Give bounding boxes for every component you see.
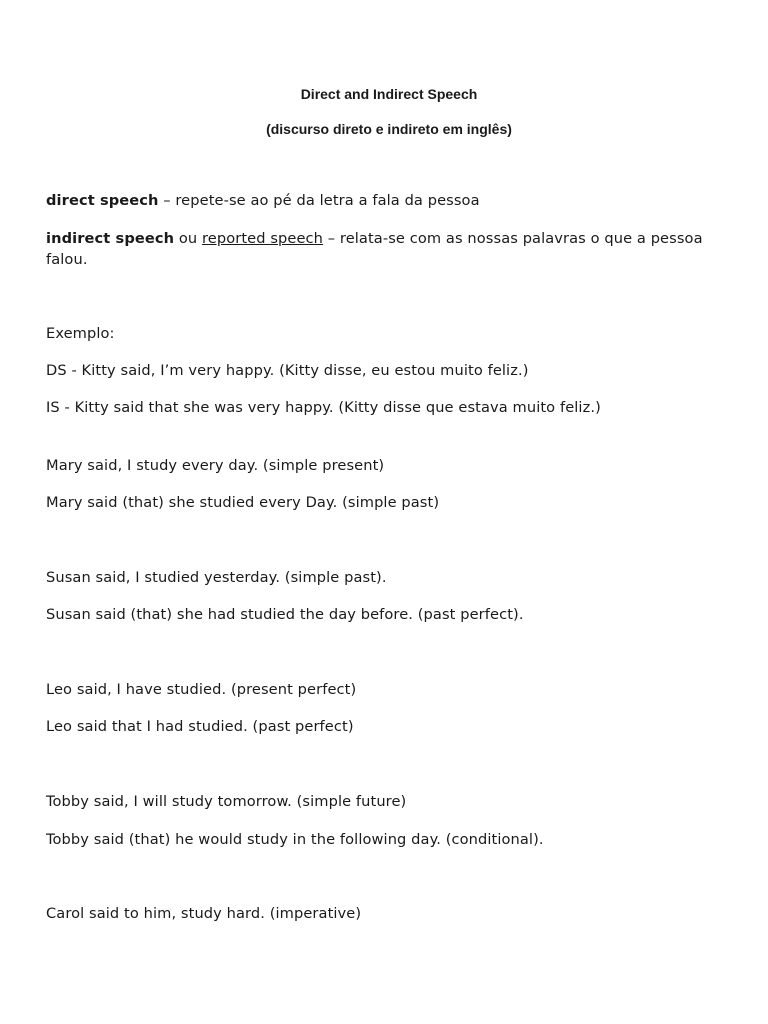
example-line-mary-direct: Mary said, I study every day. (simple present) (46, 457, 385, 474)
example-line-carol-direct: Carol said to him, study hard. (imperative) (46, 905, 362, 922)
direct-speech-text: – repete-se ao pé da letra a fala da pessoa (158, 192, 480, 209)
direct-speech-definition (46, 190, 726, 211)
example-line-susan-indirect: Susan said (that) she had studied the day before. (past perfect). (46, 606, 524, 623)
indirect-speech-connector: ou (174, 230, 202, 247)
example-line-leo-direct: Leo said, I have studied. (present perfect) (46, 681, 357, 698)
example-label: Exemplo: (46, 325, 115, 342)
example-line-susan-direct: Susan said, I studied yesterday. (simple past). (46, 569, 387, 586)
example-line-tobby-direct: Tobby said, I will study tomorrow. (simple future) (46, 793, 407, 810)
example-line-ds: DS - Kitty said, I’m very happy. (Kitty disse, eu estou muito feliz.) (46, 362, 529, 379)
example-line-is: IS - Kitty said that she was very happy. (Kitty disse que estava muito feliz.) (46, 399, 601, 416)
indirect-speech-text: – relata-se com as nossas palavras o que a pessoa falou. (46, 230, 703, 268)
indirect-speech-definition (46, 228, 726, 270)
indirect-speech-term: indirect speech (46, 230, 175, 247)
example-line-tobby-indirect: Tobby said (that) he would study in the following day. (conditional). (46, 831, 544, 848)
document-subtitle: (discurso direto e indireto em inglês) (266, 121, 512, 137)
example-line-leo-indirect: Leo said that I had studied. (past perfect) (46, 718, 354, 735)
direct-speech-term: direct speech (46, 192, 159, 209)
document-title: Direct and Indirect Speech (300, 86, 478, 102)
reported-speech-term: reported speech (201, 230, 324, 247)
example-line-mary-indirect: Mary said (that) she studied every Day. (simple past) (46, 494, 440, 511)
